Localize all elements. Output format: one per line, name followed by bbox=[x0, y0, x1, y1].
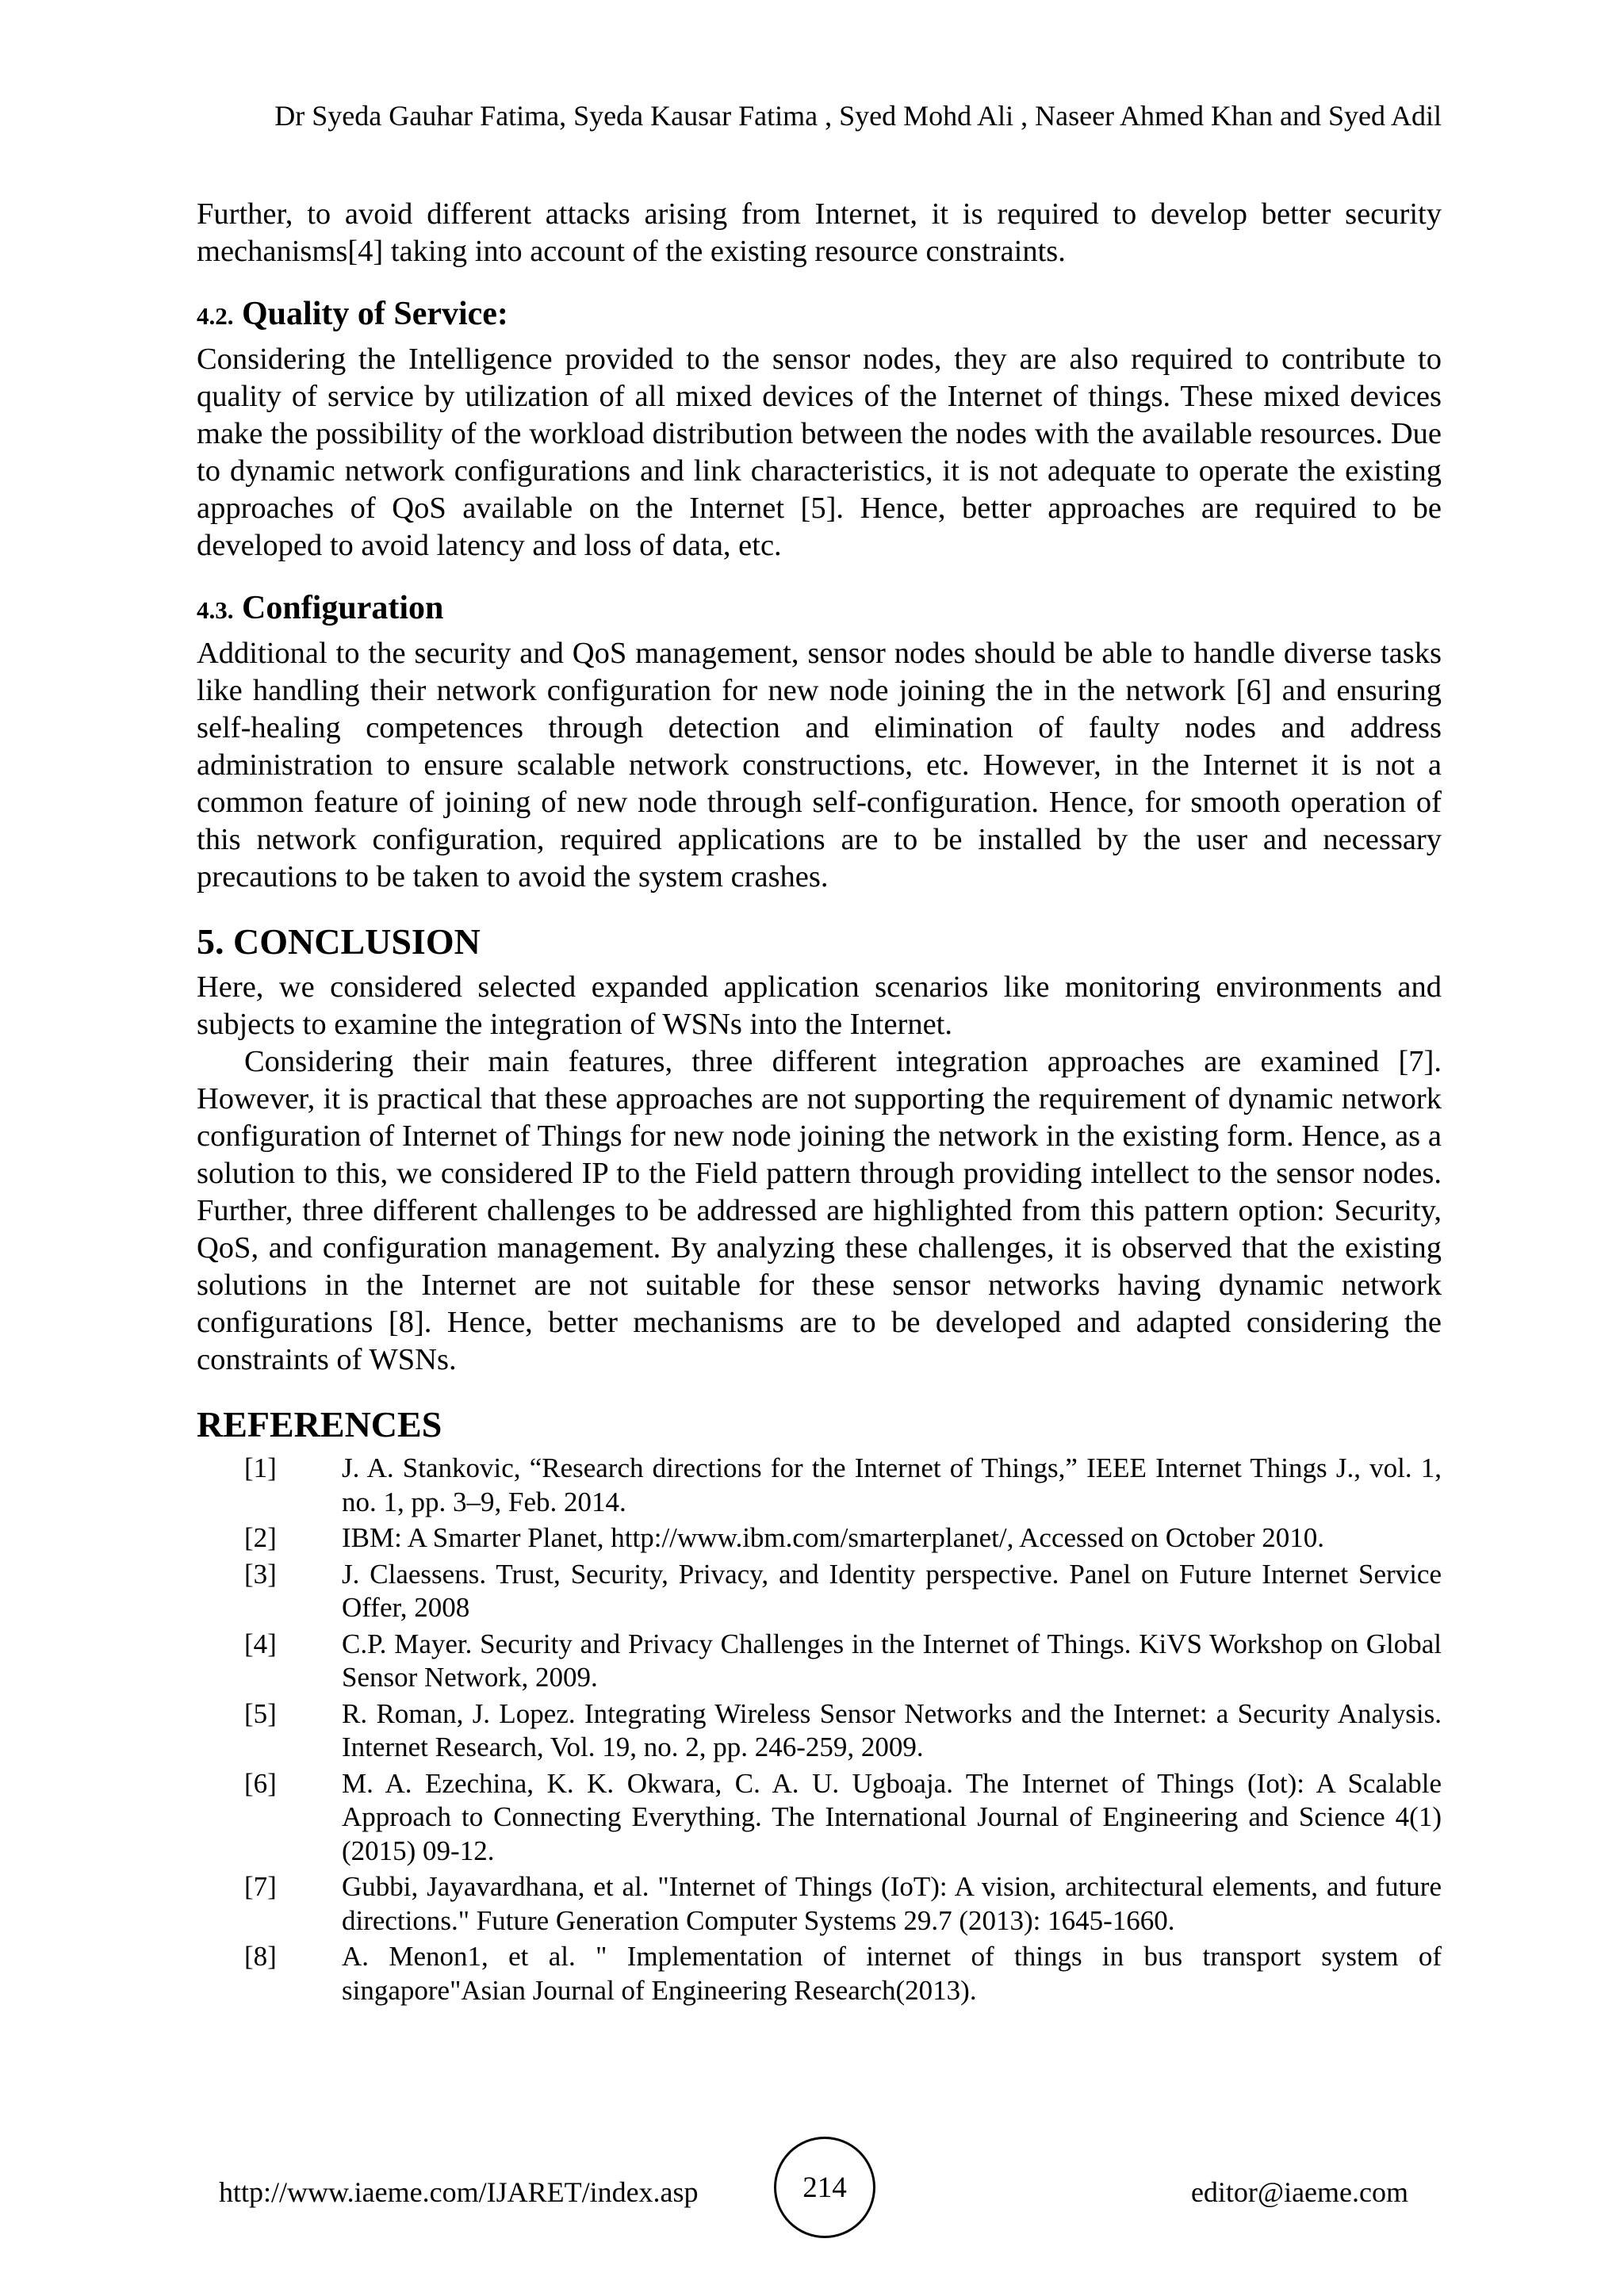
reference-text: M. A. Ezechina, K. K. Okwara, C. A. U. Ugboaja. The Internet of Things (Iot): A Scalable Approach to Connecting Everything. The International Journal of Engineering and Science 4(1) (2015) 09-12. bbox=[342, 1767, 1442, 1866]
reference-text: IBM: A Smarter Planet, http://www.ibm.com/smarterplanet/, Accessed on October 2010. bbox=[342, 1522, 1325, 1553]
section-title: Quality of Service: bbox=[242, 296, 508, 332]
conclusion-paragraph-1: Here, we considered selected expanded application scenarios like monitoring environments and subjects to examine the integration of WSNs into the Internet. bbox=[197, 970, 1442, 1041]
reference-item bbox=[197, 1940, 1442, 2007]
reference-number: [2] bbox=[244, 1522, 277, 1553]
reference-number: [3] bbox=[244, 1558, 277, 1590]
section-4-3-heading bbox=[197, 588, 1442, 630]
reference-number: [6] bbox=[244, 1767, 277, 1799]
reference-item bbox=[197, 1558, 1442, 1625]
references-heading: REFERENCES bbox=[197, 1404, 442, 1445]
conclusion-heading: 5. CONCLUSION bbox=[197, 921, 481, 962]
section-title: Configuration bbox=[242, 590, 444, 626]
reference-item bbox=[197, 1697, 1442, 1765]
reference-number: [5] bbox=[244, 1697, 277, 1729]
page-number: 214 bbox=[802, 2171, 847, 2204]
reference-item bbox=[197, 1452, 1442, 1519]
section-number: 4.3. bbox=[197, 596, 234, 624]
reference-text: C.P. Mayer. Security and Privacy Challenges in the Internet of Things. KiVS Workshop on Global Sensor Network, 2009. bbox=[342, 1628, 1442, 1693]
section-4-2-body: Considering the Intelligence provided to the sensor nodes, they are also required to contribute to quality of service by utilization of all mixed devices of the Internet of things. These mixed devices make the possibility of the workload distribution between the nodes with the available resources. Due to dynamic network configurations and link characteristics, it is not adequate to operate the existing approaches of QoS available on the Internet [5]. Hence, better approaches are required to be developed to avoid latency and loss of data, etc. bbox=[197, 342, 1442, 562]
reference-number: [4] bbox=[244, 1628, 277, 1659]
running-header-authors: Dr Syeda Gauhar Fatima, Syeda Kausar Fatima , Syed Mohd Ali , Naseer Ahmed Khan and Syed Adil bbox=[274, 100, 1442, 132]
section-4-2-heading bbox=[197, 294, 1442, 336]
footer-email-link[interactable]: editor@iaeme.com bbox=[1190, 2176, 1408, 2208]
reference-item bbox=[197, 1521, 1442, 1556]
reference-text: J. Claessens. Trust, Security, Privacy, and Identity perspective. Panel on Future Internet Service Offer, 2008 bbox=[342, 1558, 1442, 1623]
reference-number: [8] bbox=[244, 1941, 277, 1972]
reference-item bbox=[197, 1870, 1442, 1938]
page-number-circle bbox=[774, 2137, 875, 2238]
reference-text: R. Roman, J. Lopez. Integrating Wireless Sensor Networks and the Internet: a Security Analysis. Internet Research, Vol. 19, no. 2, pp. 246-259, 2009. bbox=[342, 1697, 1442, 1762]
footer-url-link[interactable]: http://www.iaeme.com/IJARET/index.asp bbox=[219, 2176, 699, 2208]
reference-number: [1] bbox=[244, 1452, 277, 1483]
reference-text: Gubbi, Jayavardhana, et al. "Internet of Things (IoT): A vision, architectural elements, and future directions." Future Generation Computer Systems 29.7 (2013): 1645-1660. bbox=[342, 1871, 1442, 1936]
conclusion-paragraph-2: Considering their main features, three different integration approaches are examined [7]. However, it is practical that these approaches are not supporting the requirement of dynamic network configuration of Internet of Things for new node joining the network in the existing form. Hence, as a solution to this, we considered IP to the Field pattern through providing intellect to the sensor nodes. Further, three different challenges to be addressed are highlighted from this pattern option: Security, QoS, and configuration management. By analyzing these challenges, it is observed that the existing solutions in the Internet are not suitable for these sensor networks having dynamic network configurations [8]. Hence, better mechanisms are to be developed and adapted considering the constraints of WSNs. bbox=[197, 1045, 1442, 1376]
reference-list bbox=[197, 1452, 1442, 2007]
main-text-column bbox=[197, 196, 1442, 2010]
reference-item bbox=[197, 1628, 1442, 1695]
reference-item bbox=[197, 1767, 1442, 1869]
section-4-3-body: Additional to the security and QoS management, sensor nodes should be able to handle diverse tasks like handling their network configuration for new node joining the in the network [6] and ensuring self-healing competences through detection and elimination of faulty nodes and address administration to ensure scalable network constructions, etc. However, in the Internet it is not a common feature of joining of new node through self-configuration. Hence, for smooth operation of this network configuration, required applications are to be installed by the user and necessary precautions to be taken to avoid the system crashes. bbox=[197, 637, 1442, 894]
reference-text: A. Menon1, et al. " Implementation of internet of things in bus transport system of singapore"Asian Journal of Engineering Research(2013). bbox=[342, 1941, 1442, 2006]
reference-number: [7] bbox=[244, 1871, 277, 1902]
section-number: 4.2. bbox=[197, 302, 234, 330]
reference-text: J. A. Stankovic, “Research directions for the Internet of Things,” IEEE Internet Things J., vol. 1, no. 1, pp. 3–9, Feb. 2014. bbox=[342, 1452, 1442, 1517]
page-footer bbox=[219, 2137, 1408, 2248]
intro-paragraph: Further, to avoid different attacks arising from Internet, it is required to develop better security mechanisms[4] taking into account of the existing resource constraints. bbox=[197, 197, 1442, 268]
